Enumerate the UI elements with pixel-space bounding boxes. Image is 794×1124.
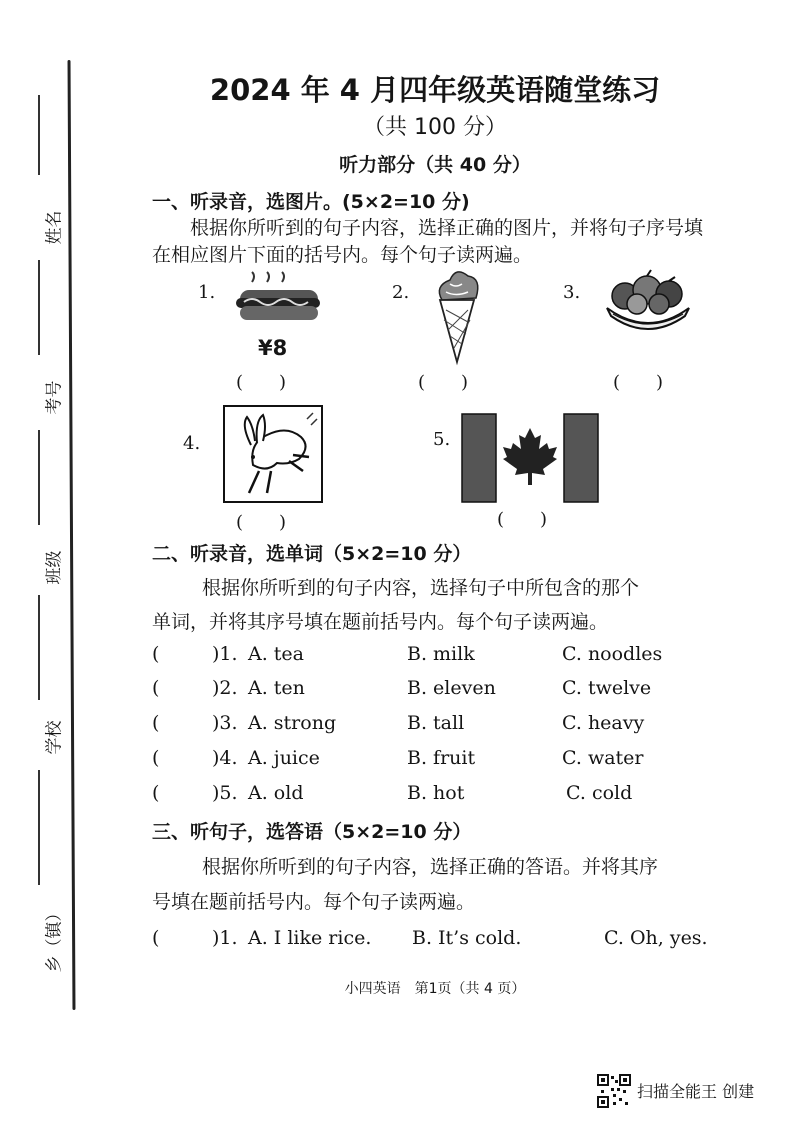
option-a: A. ten: [248, 677, 305, 699]
school-field[interactable]: [4, 595, 66, 775]
option-a: A. old: [248, 782, 304, 804]
class-label: 班级: [44, 550, 65, 585]
option-b: B. It’s cold.: [412, 927, 522, 949]
scanner-watermark: 扫描全能王 创建: [637, 1082, 755, 1101]
item-number: )2.: [212, 677, 238, 699]
fruit-basket-icon: [603, 268, 693, 334]
option-b: B. tall: [407, 712, 465, 734]
name-field[interactable]: [4, 95, 66, 275]
picture3-number: 3.: [563, 282, 581, 303]
town-label: 乡（镇）: [44, 904, 65, 973]
town-field[interactable]: [4, 770, 66, 990]
page-title: 2024 年 4 月四年级英语随堂练习: [209, 73, 661, 107]
option-a: A. strong: [248, 712, 337, 734]
picture4-answer-blank[interactable]: ( ): [236, 512, 287, 533]
answer-blank-open[interactable]: (: [152, 782, 160, 804]
answer-blank-open[interactable]: (: [152, 747, 160, 769]
option-a: A. juice: [248, 747, 320, 769]
ice-cream-icon: [432, 270, 482, 365]
item-number: )4.: [212, 747, 238, 769]
item-number: )1.: [212, 927, 238, 949]
section3-heading: 三、听句子，选答语（5×2=10 分）: [152, 821, 472, 843]
picture4-number: 4.: [183, 433, 201, 454]
section2-instruction-line2: 单词，并将其序号填在题前括号内。每个句子读两遍。: [152, 611, 609, 633]
option-a: A. I like rice.: [248, 927, 372, 949]
score-total: （共 100 分）: [363, 115, 507, 140]
section2-instruction-line1: 根据你所听到的句子内容，选择句子中所包含的那个: [202, 577, 640, 599]
class-underline: [38, 430, 40, 525]
section3-item1: [152, 927, 762, 957]
page-footer: 小四英语 第1页（共 4 页）: [344, 981, 526, 997]
option-a: A. tea: [248, 643, 305, 665]
school-underline: [38, 595, 40, 700]
exam-number-underline: [38, 260, 40, 355]
option-c: C. noodles: [562, 643, 663, 665]
option-b: B. milk: [407, 643, 475, 665]
answer-blank-open[interactable]: (: [152, 712, 160, 734]
exam-number-label: 考号: [44, 380, 65, 415]
picture3-answer-blank[interactable]: ( ): [613, 372, 664, 393]
option-b: B. eleven: [407, 677, 496, 699]
name-underline: [38, 95, 40, 175]
option-c: C. heavy: [562, 712, 645, 734]
section2-item4: [152, 747, 712, 777]
section2-item2: [152, 677, 712, 707]
option-c: C. cold: [566, 782, 633, 804]
section2-item3: [152, 712, 712, 742]
school-label: 学校: [44, 720, 65, 755]
picture5-answer-blank[interactable]: ( ): [497, 509, 548, 530]
class-field[interactable]: [4, 430, 66, 610]
item-number: )5.: [212, 782, 238, 804]
item-number: )3.: [212, 712, 238, 734]
exam-number-field[interactable]: [4, 260, 66, 440]
answer-blank-open[interactable]: (: [152, 927, 160, 949]
option-c: C. water: [562, 747, 644, 769]
picture1-answer-blank[interactable]: ( ): [236, 372, 287, 393]
hotdog-icon: [232, 272, 322, 342]
picture2-answer-blank[interactable]: ( ): [418, 372, 469, 393]
qr-code-icon: [597, 1074, 631, 1108]
section2-item1: [152, 643, 712, 673]
section3-instruction-line1: 根据你所听到的句子内容，选择正确的答语。并将其序: [202, 856, 659, 878]
rabbit-icon: [223, 405, 323, 503]
section1-instruction-line2: 在相应图片下面的括号内。每个句子读两遍。: [152, 244, 533, 266]
item-number: )1.: [212, 643, 238, 665]
section1-heading: 一、听录音，选图片。(5×2=10 分): [152, 191, 470, 213]
section2-heading: 二、听录音，选单词（5×2=10 分）: [152, 543, 472, 565]
answer-blank-open[interactable]: (: [152, 677, 160, 699]
listening-part-heading: 听力部分（共 40 分）: [339, 154, 531, 176]
picture5-number: 5.: [433, 429, 451, 450]
town-underline: [38, 770, 40, 885]
binding-line: [68, 60, 76, 1010]
section2-item5: [152, 782, 712, 812]
section1-instruction-line1: 根据你所听到的句子内容，选择正确的图片，并将句子序号填: [190, 217, 704, 239]
section3-instruction-line2: 号填在题前括号内。每个句子读两遍。: [152, 891, 476, 913]
picture2-number: 2.: [392, 282, 410, 303]
name-label: 姓名: [44, 210, 65, 245]
picture1-number: 1.: [198, 282, 216, 303]
answer-blank-open[interactable]: (: [152, 643, 160, 665]
canada-flag-icon: [462, 414, 598, 502]
option-b: B. fruit: [407, 747, 476, 769]
option-c: C. twelve: [562, 677, 652, 699]
price-label: ¥8: [258, 336, 288, 360]
option-c: C. Oh, yes.: [604, 927, 708, 949]
option-b: B. hot: [407, 782, 465, 804]
